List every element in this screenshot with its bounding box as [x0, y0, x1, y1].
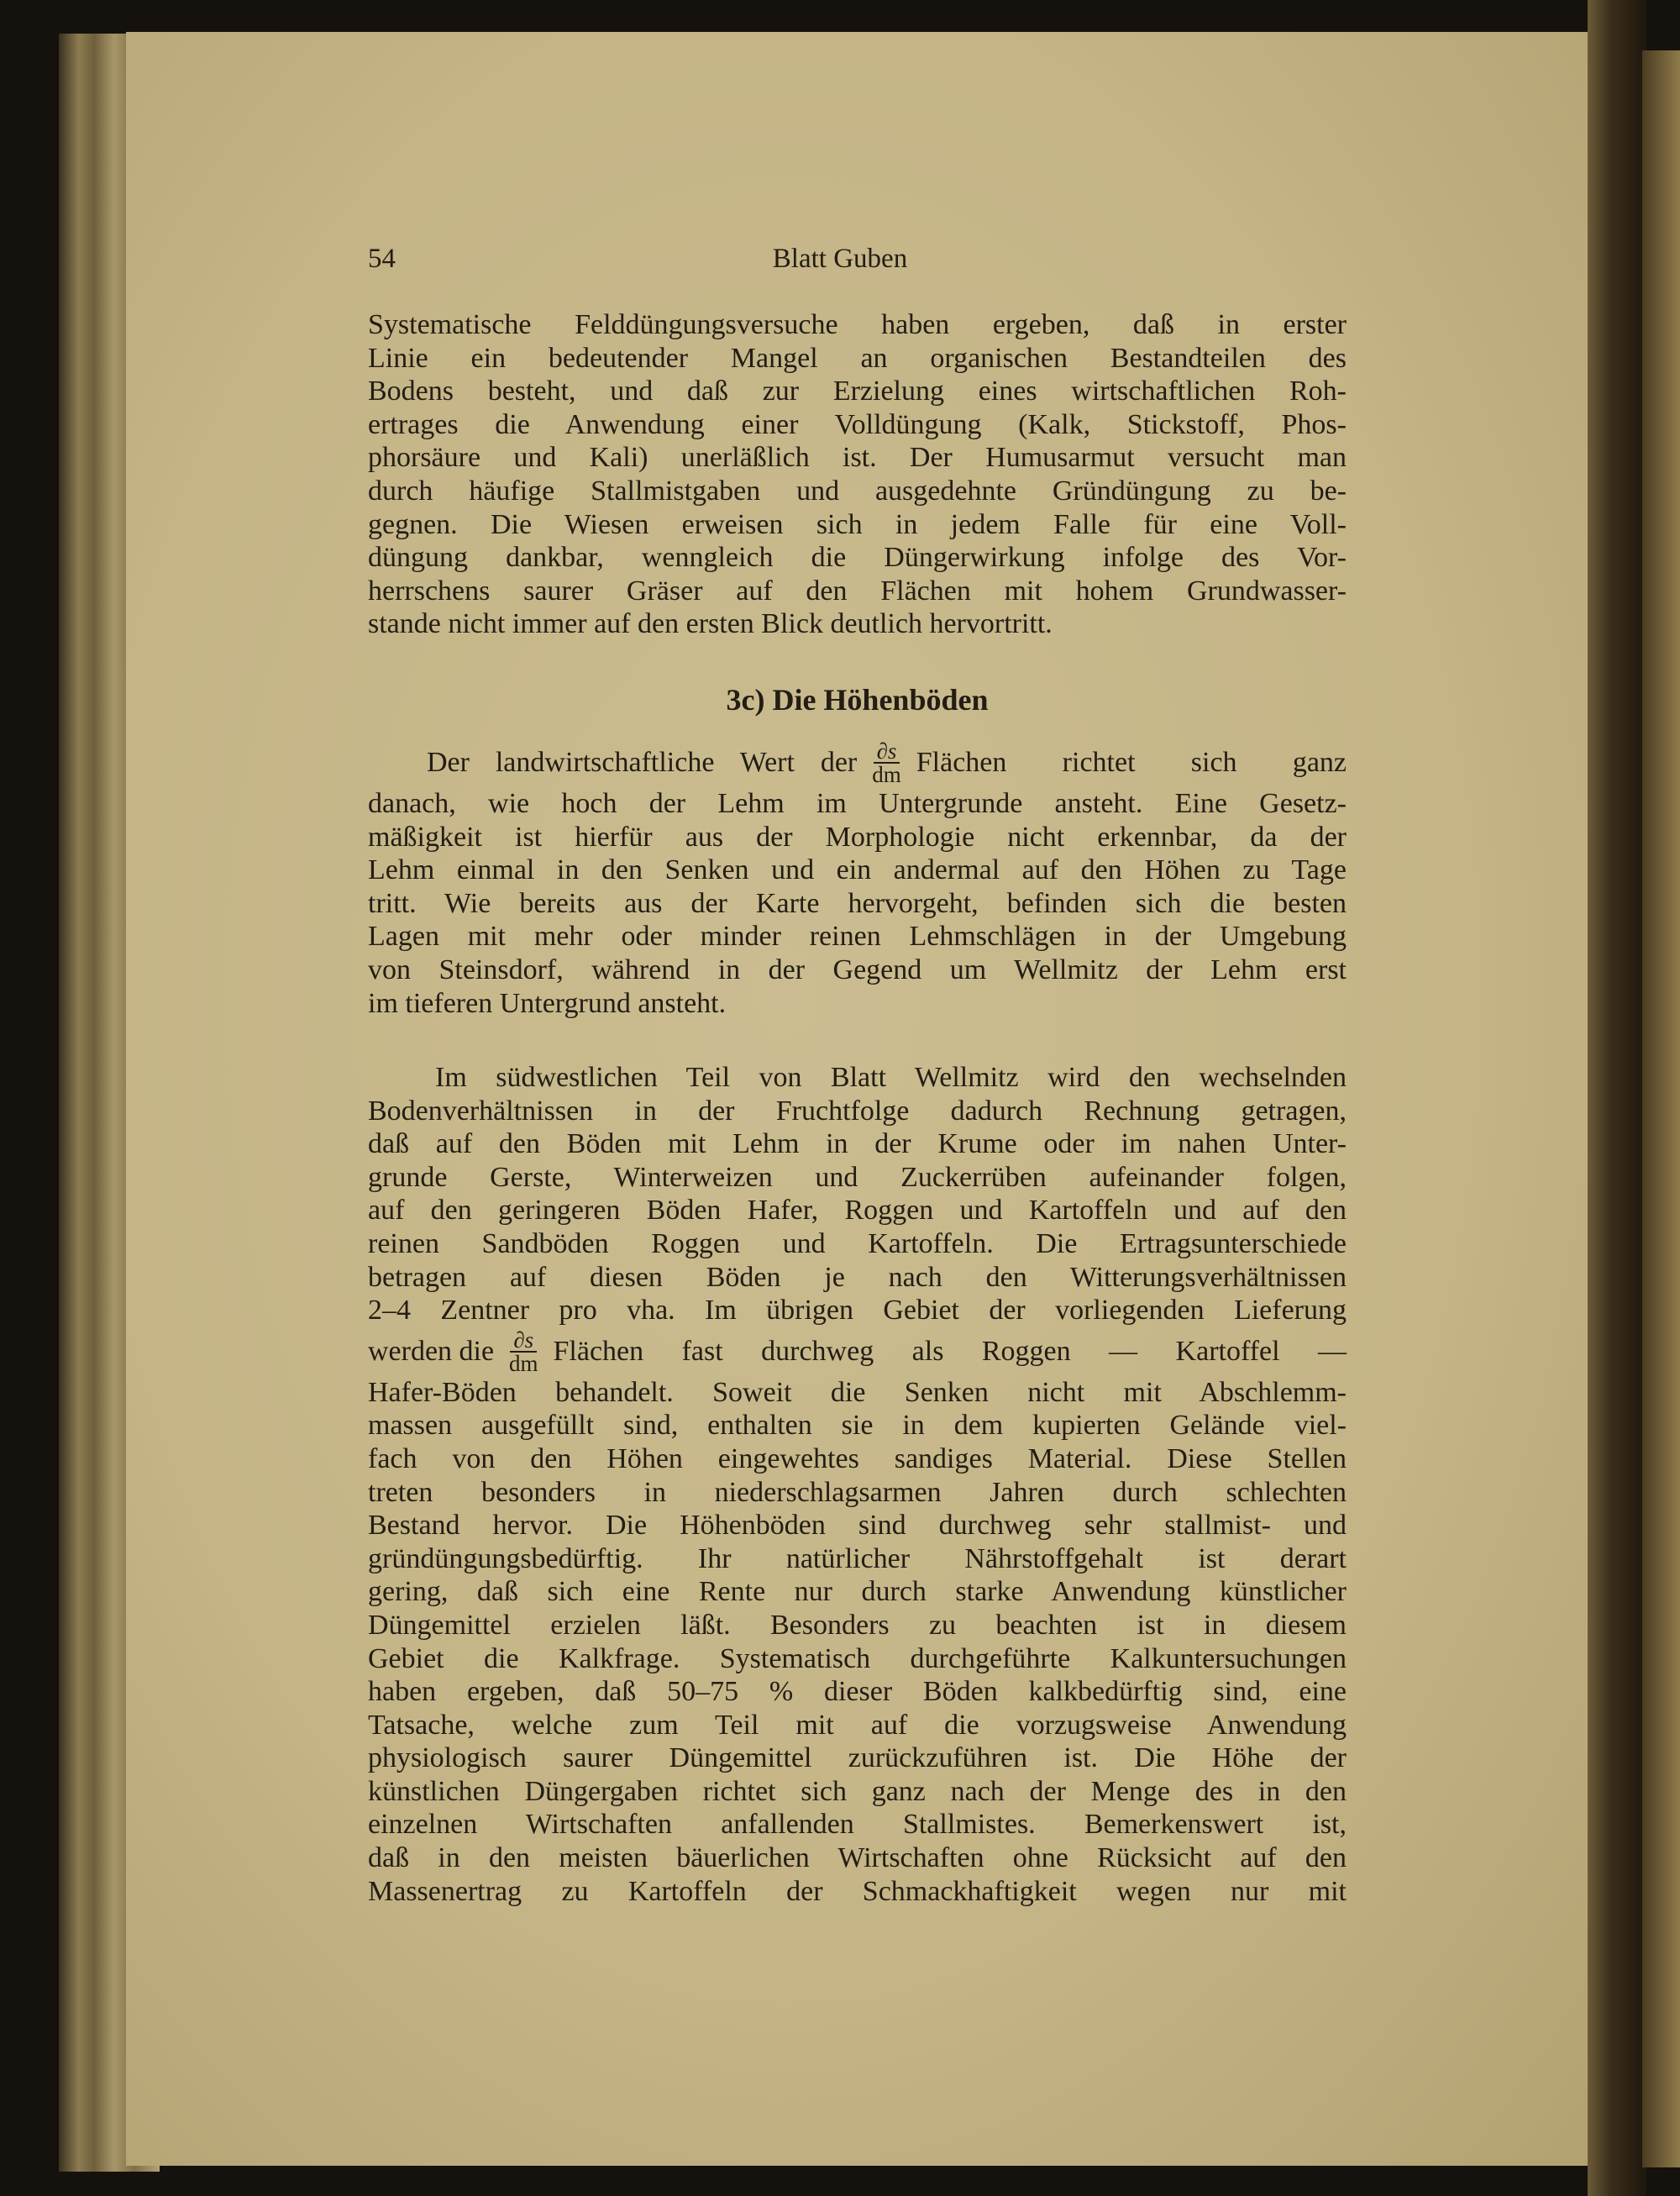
text-line: phorsäure und Kali) unerläßlich ist. Der Humusarmut versucht man: [368, 442, 1347, 474]
text-line: Systematische Felddüngungsversuche haben ergeben, daß in erster: [368, 309, 1347, 340]
text-line: gegnen. Die Wiesen erweisen sich in jedem Falle für eine Voll-: [368, 508, 1347, 540]
line-text-after: [554, 1327, 1347, 1376]
fraction-symbol: [872, 740, 901, 785]
fraction-denominator: dm: [872, 762, 901, 787]
text-line: ertrages die Anwendung einer Volldüngung (Kalk, Stickstoff, Phos-: [368, 408, 1347, 440]
text-line: Linie ein bedeutender Mangel an organischen Bestandteilen des: [368, 342, 1347, 374]
line-text: Flächen richtet sich ganz: [916, 747, 1347, 778]
text-line: Bestand hervor. Die Höhenböden sind durchweg sehr stallmist- und: [368, 1510, 1347, 1542]
text-line: stande nicht immer auf den ersten Blick deutlich hervortritt.: [368, 608, 1053, 640]
text-line: gering, daß sich eine Rente nur durch starke Anwendung künstlicher: [368, 1576, 1347, 1608]
text-line: tritt. Wie bereits aus der Karte hervorgeht, befinden sich die besten: [368, 887, 1347, 919]
text-line: Lagen mit mehr oder minder reinen Lehmschlägen in der Umgebung: [368, 921, 1347, 953]
text-line: haben ergeben, daß 50–75 % dieser Böden kalkbedürftig sind, eine: [368, 1676, 1347, 1708]
paragraph-3: [368, 1061, 1347, 1908]
fraction-denominator: dm: [509, 1350, 538, 1376]
paragraph-3-lines-b: [368, 1376, 1347, 1909]
fraction-numerator: ∂s: [510, 1329, 537, 1353]
paragraph-2: [368, 738, 1347, 1020]
text-line: auf den geringeren Böden Hafer, Roggen und Kartoffeln und auf den: [368, 1195, 1347, 1227]
text-line: Gebiet die Kalkfrage. Systematisch durchgeführte Kalkuntersuchungen: [368, 1642, 1347, 1674]
line-text: Der landwirtschaftliche Wert der: [427, 747, 858, 778]
paragraph-2-lines: [368, 787, 1347, 1020]
fraction-symbol: [509, 1329, 538, 1374]
text-line: fach von den Höhen eingewehtes sandiges Material. Diese Stellen: [368, 1442, 1347, 1474]
running-title-text: Blatt Guben: [772, 244, 908, 274]
text-line: Hafer-Böden behandelt. Soweit die Senken nicht mit Abschlemm-: [368, 1376, 1347, 1408]
text-line: treten besonders in niederschlagsarmen Jahren durch schlechten: [368, 1476, 1347, 1508]
text-line: mäßigkeit ist hierfür aus der Morphologie nicht erkennbar, da der: [368, 821, 1347, 853]
text-line: massen ausgefüllt sind, enthalten sie in dem kupierten Gelände viel-: [368, 1410, 1347, 1442]
text-line: betragen auf diesen Böden je nach den Witterungsverhältnissen: [368, 1261, 1347, 1293]
text-line: Im südwestlichen Teil von Blatt Wellmitz wird den wechselnden: [435, 1062, 1347, 1093]
text-line: Bodenverhältnissen in der Fruchtfolge dadurch Rechnung getragen,: [368, 1095, 1347, 1127]
line-text: werden die: [368, 1335, 495, 1367]
text-line: danach, wie hoch der Lehm im Untergrunde ansteht. Eine Gesetz-: [368, 788, 1347, 819]
section-heading: 3c) Die Höhenböden: [726, 683, 989, 717]
text-line: gründüngungsbedürftig. Ihr natürlicher Nährstoffgehalt ist derart: [368, 1542, 1347, 1574]
facing-page-edge: [1642, 50, 1680, 2167]
text-line: Bodens besteht, und daß zur Erzielung eines wirtschaftlichen Roh-: [368, 376, 1347, 407]
page-number: 54: [368, 244, 396, 274]
text-line-with-fraction: [368, 738, 1347, 787]
text-line: daß in den meisten bäuerlichen Wirtschaften ohne Rücksicht auf den: [368, 1842, 1347, 1874]
paragraph-3-lines-a: [368, 1061, 1347, 1327]
text-line: grunde Gerste, Winterweizen und Zuckerrüben aufeinander folgen,: [368, 1161, 1347, 1193]
text-line: im tieferen Untergrund ansteht.: [368, 987, 727, 1019]
text-line: daß auf den Böden mit Lehm in der Krume oder im nahen Unter-: [368, 1128, 1347, 1160]
text-line: einzelnen Wirtschaften anfallenden Stallmistes. Bemerkenswert ist,: [368, 1809, 1347, 1841]
fraction-numerator: ∂s: [874, 740, 900, 764]
text-line: herrschens saurer Gräser auf den Flächen mit hohem Grundwasser-: [368, 575, 1347, 607]
book-binding: [1588, 0, 1646, 2196]
text-line: Massenertrag zu Kartoffeln der Schmackhaftigkeit wegen nur mit: [368, 1875, 1347, 1907]
text-line: düngung dankbar, wenngleich die Düngerwirkung infolge des Vor-: [368, 542, 1347, 574]
running-title: [0, 242, 1680, 276]
text-line: Düngemittel erzielen läßt. Besonders zu beachten ist in diesem: [368, 1609, 1347, 1641]
text-line: Tatsache, welche zum Teil mit auf die vorzugsweise Anwendung: [368, 1709, 1347, 1741]
paragraph-1: [368, 308, 1347, 641]
text-line: reinen Sandböden Roggen und Kartoffeln. Die Ertragsunterschiede: [368, 1227, 1347, 1259]
line-text-before: [427, 738, 857, 787]
line-text-after: [916, 738, 1347, 787]
text-line: Lehm einmal in den Senken und ein andermal auf den Höhen zu Tage: [368, 854, 1347, 886]
text-line: von Steinsdorf, während in der Gegend um Wellmitz der Lehm erst: [368, 954, 1347, 985]
text-line: künstlichen Düngergaben richtet sich ganz nach der Menge des in den: [368, 1775, 1347, 1807]
line-text-before: [368, 1327, 494, 1376]
text-line: physiologisch saurer Düngemittel zurückzuführen ist. Die Höhe der: [368, 1742, 1347, 1774]
text-line-with-fraction: [368, 1327, 1347, 1376]
line-text: Flächen fast durchweg als Roggen — Kartoffel —: [553, 1335, 1347, 1367]
text-line: 2–4 Zentner pro vha. Im übrigen Gebiet der vorliegenden Lieferung: [368, 1295, 1347, 1327]
text-line: durch häufige Stallmistgaben und ausgedehnte Gründüngung zu be-: [368, 475, 1347, 507]
